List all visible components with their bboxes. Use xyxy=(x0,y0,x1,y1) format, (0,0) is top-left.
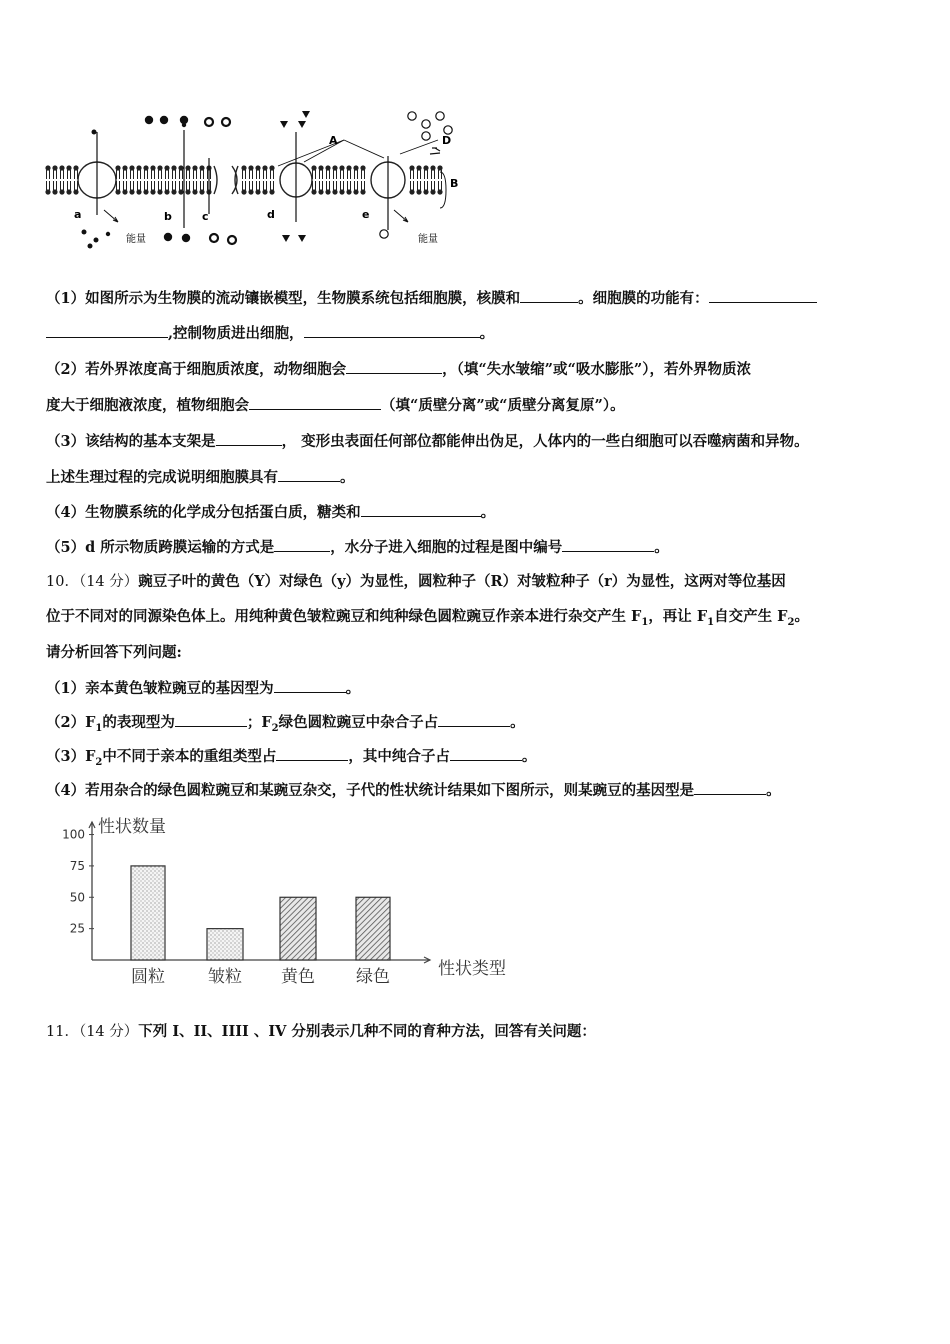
x-axis-title: 性状类型 xyxy=(438,959,506,979)
y-tick-label: 75 xyxy=(69,858,85,873)
q10-line1: 10．（14 分）豌豆子叶的黄色（Y）对绿色（y）为显性，圆粒种子（R）对皱粒种子（r）为显性，这两对等位基因 xyxy=(46,573,786,590)
q10-sub4: （4）若用杂合的绿色圆粒豌豆和某豌豆杂交，子代的性状统计结果如下图所示，则某豌豆的基因型是 。 xyxy=(46,782,781,799)
answer-blank[interactable] xyxy=(46,323,168,338)
energy-label-left: 能量 xyxy=(126,234,146,245)
bar-皱粒 xyxy=(207,929,243,960)
y-tick-label: 25 xyxy=(69,921,85,936)
phospholipid xyxy=(437,165,442,194)
channel-label-e: e xyxy=(362,208,370,221)
phospholipid xyxy=(59,165,64,194)
channel-label-a: a xyxy=(74,208,82,221)
phospholipid xyxy=(199,165,204,194)
q9-part4: （4）生物膜系统的化学成分包括蛋白质，糖类和 。 xyxy=(46,504,496,521)
q10-line3: 请分析回答下列问题: xyxy=(46,644,182,661)
q9-part1-line1: （1）如图所示为生物膜的流动镶嵌模型，生物膜系统包括细胞膜，核膜和 。细胞膜的功能有： xyxy=(46,288,916,309)
q10-line2: 位于不同对的同源染色体上。用纯种黄色皱粒豌豆和纯种绿色圆粒豌豆作亲本进行杂交产生 $F_1$，再让 $F_1$自交产生 $F_2$。 xyxy=(46,608,809,628)
y-tick-label: 100 xyxy=(62,827,85,842)
phospholipid xyxy=(248,165,253,194)
answer-blank[interactable] xyxy=(346,359,442,374)
answer-blank[interactable] xyxy=(709,288,817,303)
label-B: B xyxy=(450,177,459,190)
channel-label-d: d xyxy=(267,208,275,221)
phospholipid xyxy=(241,165,246,194)
answer-blank[interactable] xyxy=(520,288,578,303)
q9-part2-line1: （2）若外界浓度高于细胞质浓度，动物细胞会 ，（填“失水皱缩”或“吸水膨胀”），若外界物质浓 xyxy=(46,361,751,378)
answer-blank[interactable] xyxy=(304,323,480,338)
phospholipid xyxy=(171,165,176,194)
phospholipid xyxy=(269,165,274,194)
phospholipid xyxy=(416,165,421,194)
phospholipid xyxy=(262,165,267,194)
phospholipid xyxy=(185,165,190,194)
phospholipid xyxy=(122,165,127,194)
trait-bar-chart xyxy=(50,810,550,995)
channel-label-b: b xyxy=(164,210,172,223)
category-label: 皱粒 xyxy=(208,967,242,987)
phospholipid xyxy=(339,165,344,194)
phospholipid xyxy=(66,165,71,194)
category-label: 绿色 xyxy=(356,967,390,987)
answer-blank[interactable] xyxy=(562,537,654,552)
chart-bars xyxy=(131,866,390,960)
phospholipid xyxy=(143,165,148,194)
y-axis-title: 性状数量 xyxy=(98,817,166,837)
carrier-protein xyxy=(214,166,238,194)
q10-sub1: （1）亲本黄色皱粒豌豆的基因型为 。 xyxy=(46,680,361,697)
answer-blank[interactable] xyxy=(216,431,282,446)
phospholipid xyxy=(52,165,57,194)
phospholipid xyxy=(409,165,414,194)
phospholipid xyxy=(150,165,155,194)
bar-黄色 xyxy=(280,897,316,960)
phospholipid xyxy=(430,165,435,194)
q9-part3-line1: （3）该结构的基本支架是 ， 变形虫表面任何部位都能伸出伪足，人体内的一些白细胞可以吞噬病菌和异物。 xyxy=(46,433,809,450)
y-tick-label: 50 xyxy=(69,890,85,905)
phospholipid xyxy=(178,165,183,194)
phospholipid xyxy=(325,165,330,194)
phospholipid xyxy=(346,165,351,194)
q9-part3-line2: 上述生理过程的完成说明细胞膜具有 。 xyxy=(46,469,355,486)
channel-label-c: c xyxy=(202,210,209,223)
answer-blank[interactable] xyxy=(450,746,522,761)
category-label: 黄色 xyxy=(281,967,315,987)
answer-blank[interactable] xyxy=(175,712,247,727)
answer-blank[interactable] xyxy=(438,712,510,727)
phospholipid xyxy=(360,165,365,194)
q11-line1: 11．（14 分）下列 I、II、IIII 、IV 分别表示几种不同的育种方法，回答有关问题： xyxy=(46,1023,596,1040)
phospholipid xyxy=(353,165,358,194)
phospholipid xyxy=(136,165,141,194)
answer-blank[interactable] xyxy=(694,780,766,795)
phospholipid xyxy=(129,165,134,194)
phospholipid xyxy=(157,165,162,194)
q9-part5: （5）d 所示物质跨膜运输的方式是 ，水分子进入细胞的过程是图中编号 。 xyxy=(46,539,669,556)
answer-blank[interactable] xyxy=(249,395,381,410)
q10-sub3: $(3)F_2$中不同于亲本的重组类型占 ，其中纯合子占 。 xyxy=(46,748,537,768)
answer-blank[interactable] xyxy=(274,537,330,552)
category-label: 圆粒 xyxy=(131,967,165,987)
phospholipid xyxy=(255,165,260,194)
label-D: D xyxy=(442,134,452,147)
phospholipid xyxy=(164,165,169,194)
phospholipid xyxy=(192,165,197,194)
bar-绿色 xyxy=(356,897,390,960)
bar-圆粒 xyxy=(131,866,165,960)
answer-blank[interactable] xyxy=(361,502,481,517)
energy-label-right: 能量 xyxy=(418,234,438,245)
answer-blank[interactable] xyxy=(274,678,346,693)
membrane-figure xyxy=(44,110,474,255)
label-A: A xyxy=(329,134,338,147)
phospholipid xyxy=(332,165,337,194)
answer-blank[interactable] xyxy=(278,467,340,482)
phospholipid xyxy=(423,165,428,194)
q9-part1-line2: ,控制物质进出细胞， 。 xyxy=(46,323,916,344)
answer-blank[interactable] xyxy=(276,746,348,761)
phospholipid xyxy=(318,165,323,194)
q10-sub2: $(2)F_1$的表现型为 ；$F_2$绿色圆粒豌豆中杂合子占 。 xyxy=(46,714,525,734)
phospholipid xyxy=(45,165,50,194)
q9-part2-line2: 度大于细胞液浓度，植物细胞会 （填“质壁分离”或“质壁分离复原”）。 xyxy=(46,397,625,414)
